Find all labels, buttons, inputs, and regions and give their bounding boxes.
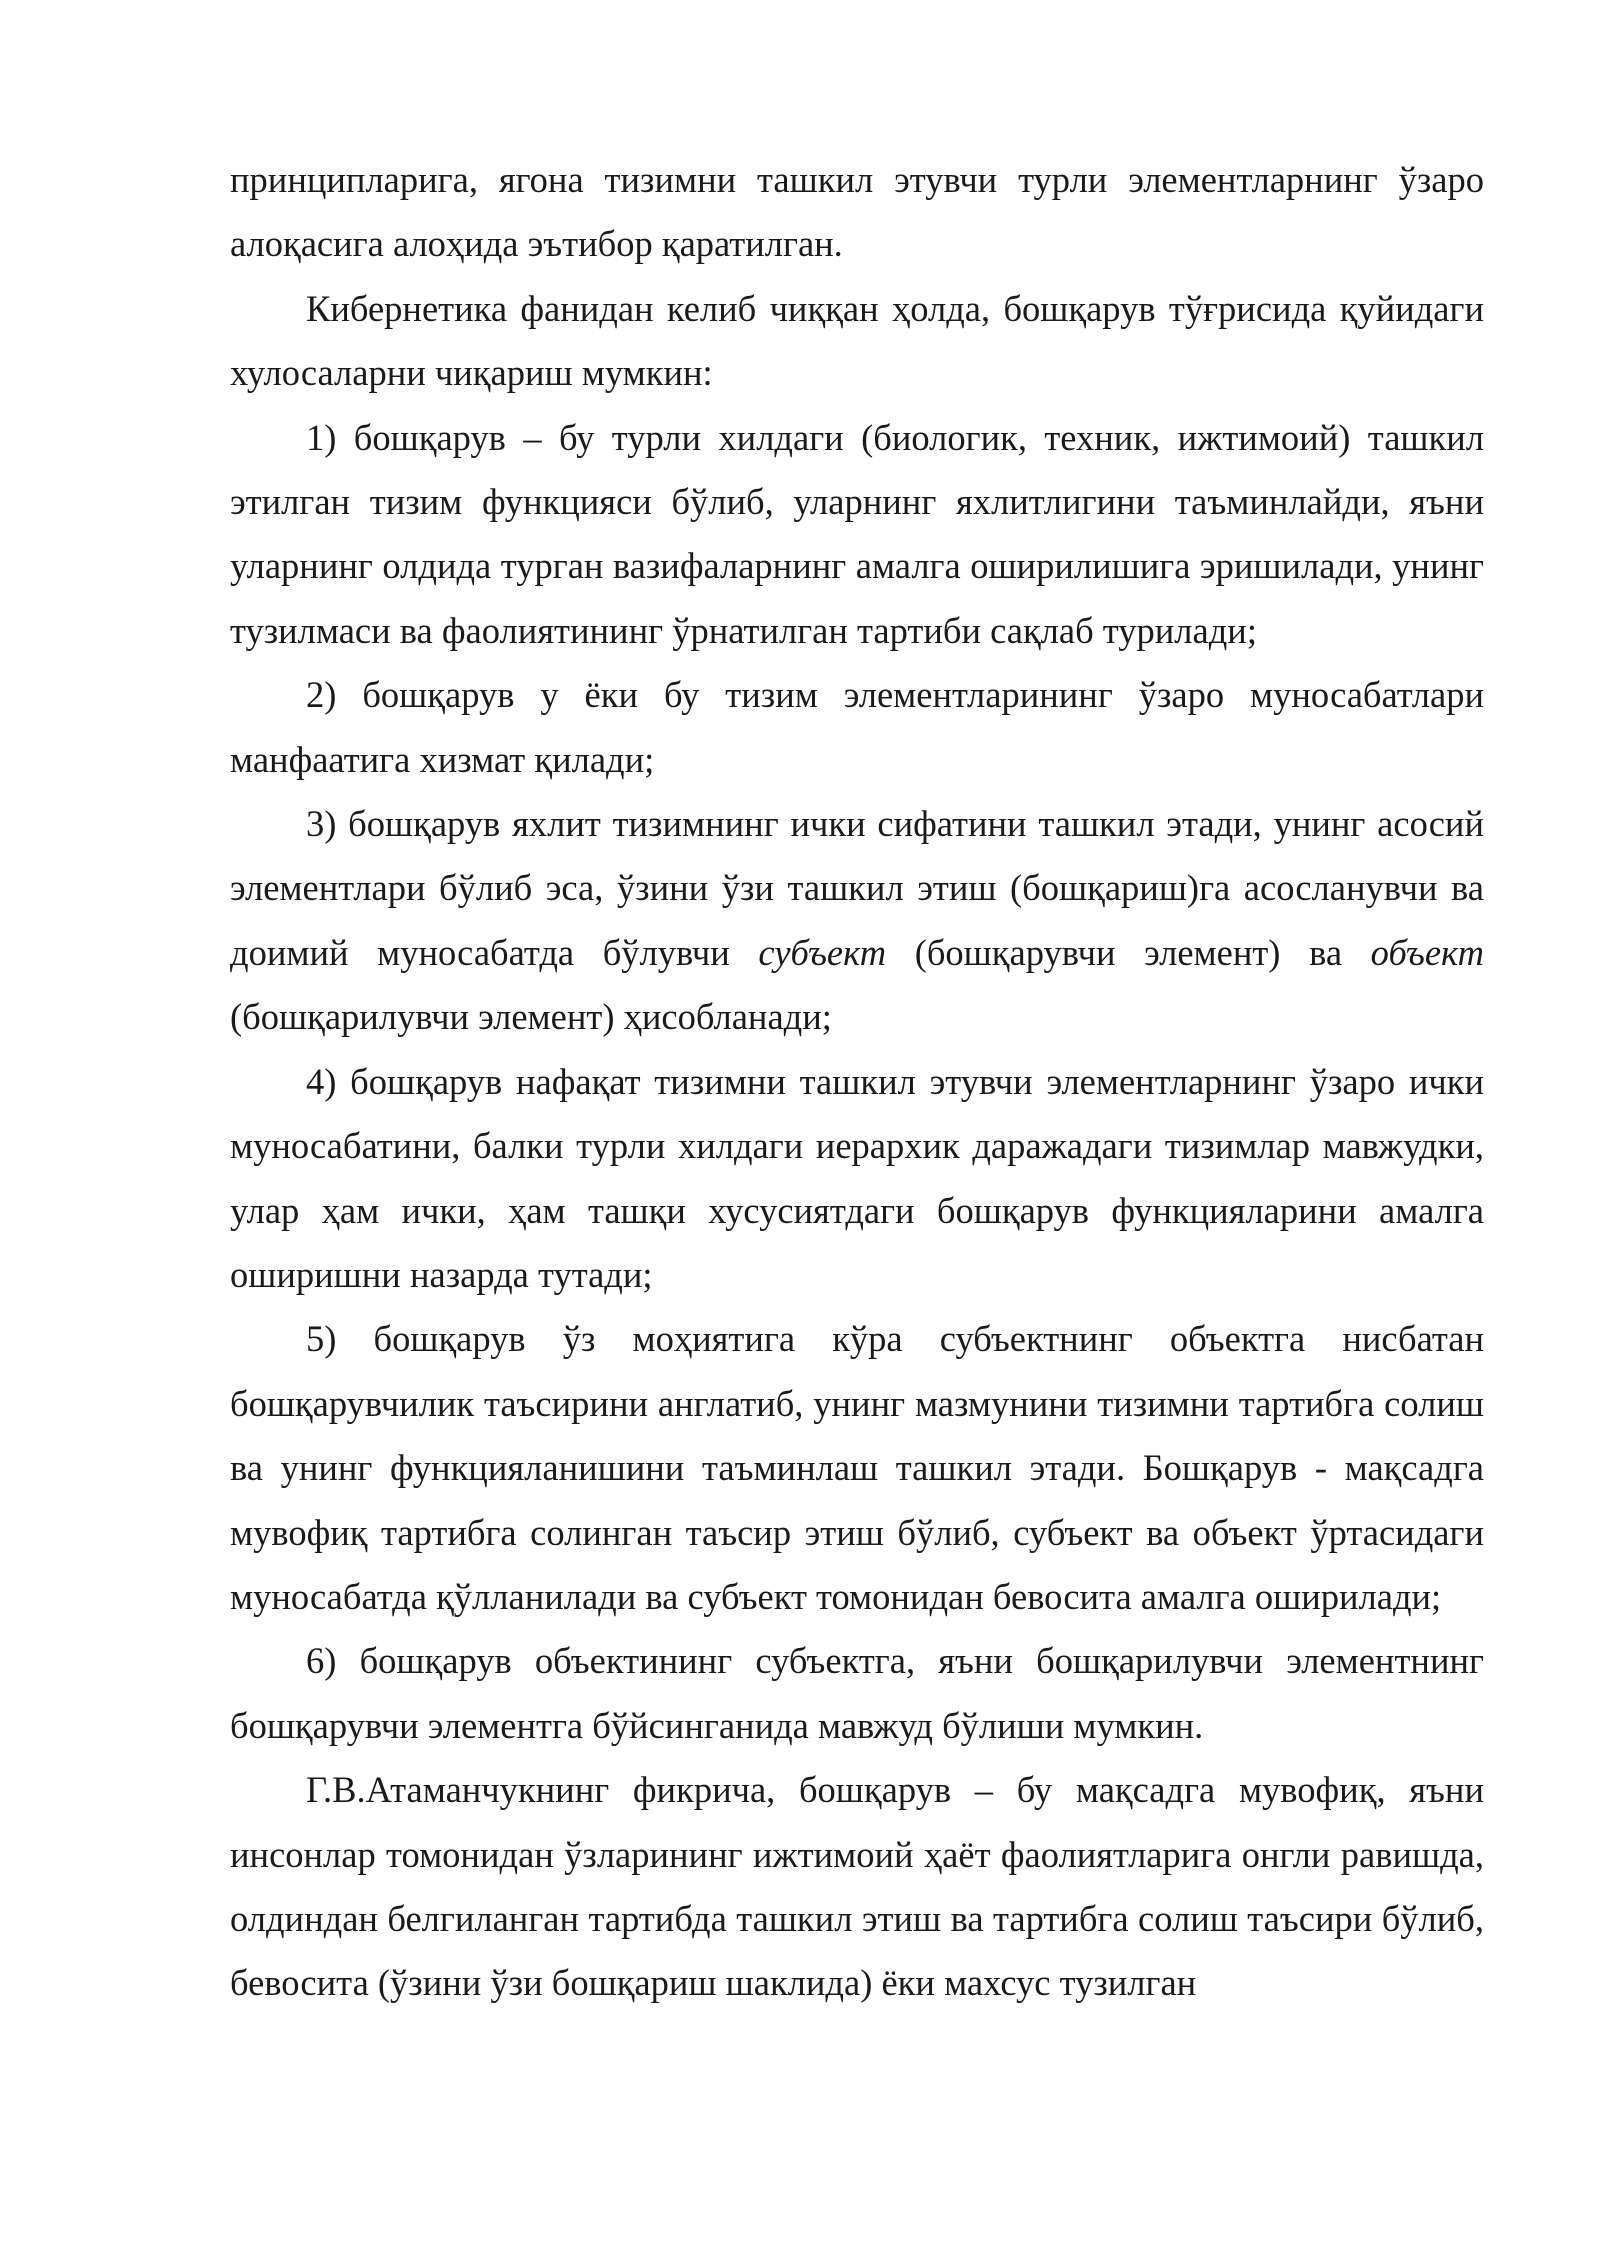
paragraph-text: Г.В.Атаманчукнинг фикрича, бошқарув – бу мақсадга мувофиқ, яъни инсонлар томонидан ўзларининг ижтимоий ҳаёт фаолиятларига онгли равишда, олдиндан белгиланган тартибда ташкил этиш ва тартибга солиш таъсири бўлиб, бевосита (ўзини ўзи бошқариш шаклида) ёки махсус тузилган [230, 1769, 1484, 2004]
paragraph [230, 1050, 1484, 1308]
paragraph-text: 2) бошқарув у ёки бу тизим элементларининг ўзаро муносабатлари манфаатига хизмат қилади; [230, 674, 1484, 780]
paragraph-text: 4) бошқарув нафақат тизимни ташкил этувчи элементларнинг ўзаро ички муносабатини, балки турли хилдаги иерархик даражадаги тизимлар мавжудки, улар ҳам ички, ҳам ташқи хусусиятдаги бошқарув функцияларини амалга оширишни назарда тутади; [230, 1060, 1484, 1295]
paragraph [230, 1629, 1484, 1758]
paragraph-text: 3) бошқарув яхлит тизимнинг ички сифатини ташкил этади, унинг асосий элементлари бўлиб эса, ўзини ўзи ташкил этиш (бошқариш)га асосланувчи ва доимий муносабатда бўлувчи [230, 803, 1484, 973]
paragraph [230, 1307, 1484, 1629]
paragraph-text: Кибернетика фанидан келиб чиққан ҳолда, бошқарув тўғрисида қуйидаги хулосаларни чиқариш мумкин: [230, 287, 1484, 394]
paragraph [230, 148, 1484, 277]
paragraph-text: (бошқарувчи элемент) ва [886, 931, 1371, 973]
paragraph [230, 1758, 1484, 2016]
italic-term: субъект [758, 931, 887, 973]
document-body [230, 148, 1484, 2016]
paragraph-text: принципларига, ягона тизимни ташкил этувчи турли элементларнинг ўзаро алоқасига алоҳида эътибор қаратилган. [230, 159, 1484, 265]
paragraph [230, 277, 1484, 406]
paragraph [230, 663, 1484, 792]
paragraph-text: (бошқарилувчи элемент) ҳисобланади; [230, 996, 832, 1038]
italic-term: объект [1370, 931, 1484, 973]
paragraph [230, 406, 1484, 664]
paragraph [230, 792, 1484, 1050]
paragraph-text: 5) бошқарув ўз моҳиятига кўра субъектнинг объектга нисбатан бошқарувчилик таъсирини англатиб, унинг мазмунини тизимни тартибга солиш ва унинг функцияланишини таъминлаш ташкил этади. Бошқарув - мақсадга мувофиқ тартибга солинган таъсир этиш бўлиб, субъект ва объект ўртасидаги муносабатда қўлланилади ва субъект томонидан бевосита амалга оширилади; [230, 1318, 1484, 1617]
paragraph-text: 6) бошқарув объектининг субъектга, яъни бошқарилувчи элементнинг бошқарувчи элементга бўйсинганида мавжуд бўлиши мумкин. [230, 1640, 1484, 1746]
paragraph-text: 1) бошқарув – бу турли хилдаги (биологик, техник, ижтимоий) ташкил этилган тизим функцияси бўлиб, уларнинг яхлитлигини таъминлайди, яъни уларнинг олдида турган вазифаларнинг амалга оширилишига эришилади, унинг тузилмаси ва фаолиятининг ўрнатилган тартиби сақлаб турилади; [230, 416, 1484, 651]
